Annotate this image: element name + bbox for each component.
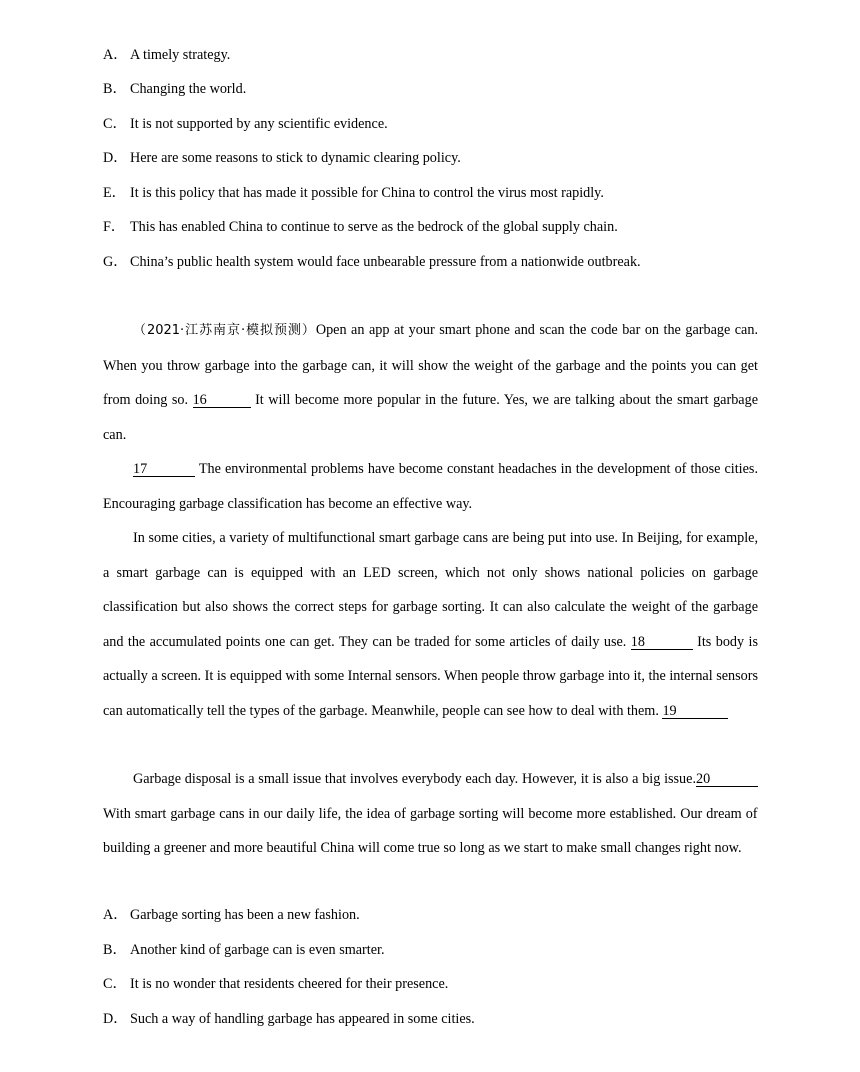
option-letter: A．: [103, 907, 128, 923]
option-item: [103, 184, 604, 202]
paragraph-text: Its body is actually a screen. It is equipped with some Internal sensors. When people throw garbage into it, the internal sensors can automatically tell the types of the garbage. Meanwhile, people can see how to deal with them.: [103, 633, 758, 719]
option-letter: B．: [103, 942, 127, 958]
option-letter: A．: [103, 47, 128, 63]
option-letter: G．: [103, 254, 128, 270]
option-item: [103, 115, 388, 133]
option-text: Changing the world.: [130, 81, 247, 97]
option-text: Another kind of garbage can is even smarter.: [130, 942, 385, 958]
blank-16: 16: [193, 393, 251, 408]
paragraph-text: Garbage disposal is a small issue that involves everybody each day. However, it is also a big issue.: [133, 771, 696, 787]
option-text: Such a way of handling garbage has appeared in some cities.: [130, 1011, 475, 1027]
option-text: Garbage sorting has been a new fashion.: [130, 907, 360, 923]
option-text: It is this policy that has made it possible for China to control the virus most rapidly.: [130, 185, 604, 201]
passage-paragraph-1: [103, 313, 758, 452]
paragraph-text: In some cities, a variety of multifunctional smart garbage cans are being put into use. In Beijing, for example, a smart garbage can is equipped with an LED screen, which not only shows national policies on garbage classification but also shows the correct steps for garbage sorting. It can also calculate the weight of the garbage and the accumulated points one can get. They can be traded for some articles of daily use.: [103, 530, 758, 650]
option-item: [103, 975, 448, 993]
option-item: [103, 906, 360, 924]
passage-paragraph-4: [103, 762, 758, 866]
option-item: [103, 941, 385, 959]
paragraph-text: The environmental problems have become constant headaches in the development of those cities. Encouraging garbage classification has become an effective way.: [103, 461, 758, 512]
paragraph-text: Open an app at your smart phone and scan the code bar on the garbage can. When you throw garbage into the garbage can, it will show the weight of the garbage and the points you can get from doing so.: [103, 322, 758, 408]
blank-18: 18: [631, 635, 693, 650]
option-text: Here are some reasons to stick to dynamic clearing policy.: [130, 150, 461, 166]
option-text: A timely strategy.: [130, 47, 231, 63]
paragraph-text: With smart garbage cans in our daily life, the idea of garbage sorting will become more established. Our dream of building a greener and more beautiful China will come true so long as we start to make small changes right now.: [103, 805, 758, 856]
paragraph-text: It will become more popular in the future. Yes, we are talking about the smart garbage can.: [103, 392, 758, 443]
blank-17: 17: [133, 462, 195, 477]
passage-paragraph-3: [103, 521, 758, 728]
option-item: [103, 80, 246, 98]
option-text: It is no wonder that residents cheered for their presence.: [130, 976, 449, 992]
option-letter: D．: [103, 150, 128, 166]
option-item: [103, 1010, 475, 1028]
option-letter: C．: [103, 116, 127, 132]
option-letter: C．: [103, 976, 127, 992]
blank-19: 19: [662, 704, 728, 719]
option-letter: B．: [103, 81, 127, 97]
option-item: [103, 218, 618, 236]
source-label: （2021·江苏南京·模拟预测）: [133, 323, 316, 338]
option-item: [103, 46, 230, 64]
option-letter: E．: [103, 185, 126, 201]
option-text: It is not supported by any scientific evidence.: [130, 116, 388, 132]
option-text: China’s public health system would face unbearable pressure from a nationwide outbreak.: [130, 254, 641, 270]
passage-paragraph-2: [103, 452, 758, 521]
option-item: [103, 253, 641, 271]
option-letter: D．: [103, 1011, 128, 1027]
option-item: [103, 149, 461, 167]
blank-20: 20: [696, 772, 758, 787]
option-text: This has enabled China to continue to serve as the bedrock of the global supply chain.: [130, 219, 618, 235]
option-letter: F．: [103, 219, 126, 235]
